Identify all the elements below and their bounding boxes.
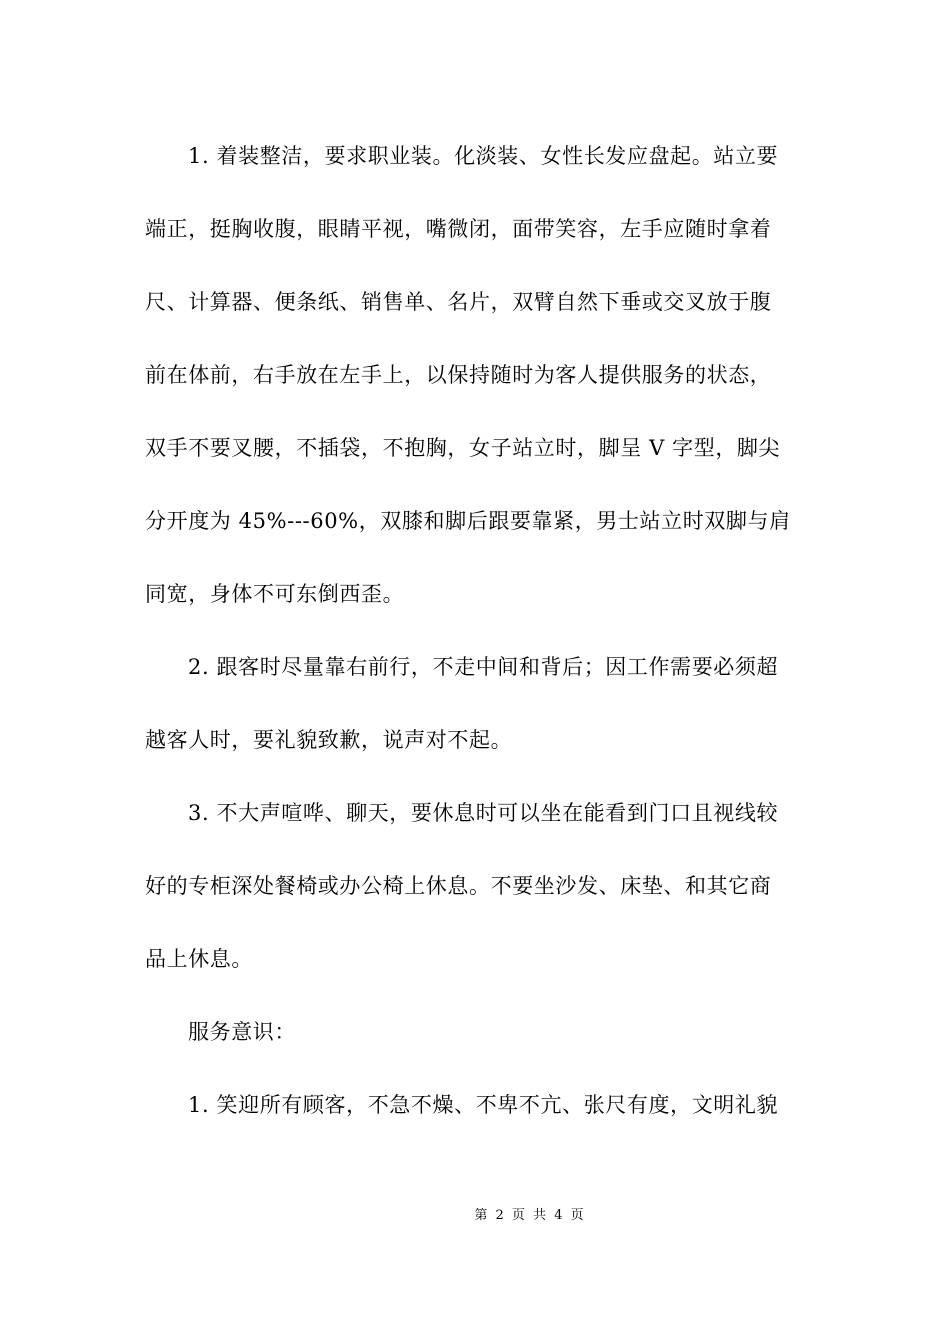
text-line: 2. 跟客时尽量靠右前行，不走中间和背后；因工作需要必须超 [188,655,779,679]
paragraph-greeting [145,1069,805,1142]
text-line: 前在体前，右手放在左手上，以保持随时为客人提供服务的状态， [145,363,772,387]
paragraph-attire [145,120,805,631]
text-line: 3. 不大声喧哗、聊天，要休息时可以坐在能看到门口且视线较 [188,801,779,825]
text-line: 好的专柜深处餐椅或办公椅上休息。不要坐沙发、床垫、和其它商 [145,874,772,898]
paragraph-resting [145,777,805,996]
section-heading: 服务意识： [188,1020,296,1044]
text-line: 同宽，身体不可东倒西歪。 [145,582,405,606]
text-line: 1. 笑迎所有顾客，不急不燥、不卑不亢、张尺有度，文明礼貌 [188,1093,779,1117]
text-line: 越客人时，要礼貌致歉，说声对不起。 [145,728,513,752]
text-line: 1. 着装整洁，要求职业装。化淡装、女性长发应盘起。站立要 [188,144,779,168]
paragraph-walking [145,631,805,777]
section-heading-service-awareness [145,996,805,1069]
text-line: 双手不要叉腰，不插袋，不抱胸，女子站立时，脚呈 V 字型，脚尖 [145,436,781,460]
page-number-label: 第 2 页 共 4 页 [474,1208,586,1223]
text-line: 分开度为 45%---60%，双膝和脚后跟要靠紧，男士站立时双脚与肩 [145,509,791,533]
text-line: 品上休息。 [145,947,253,971]
document-body [145,120,805,1142]
page-footer [0,1207,950,1225]
text-line: 尺、计算器、便条纸、销售单、名片，双臂自然下垂或交叉放于腹 [145,290,772,314]
text-line: 端正，挺胸收腹，眼睛平视，嘴微闭，面带笑容，左手应随时拿着 [145,217,772,241]
